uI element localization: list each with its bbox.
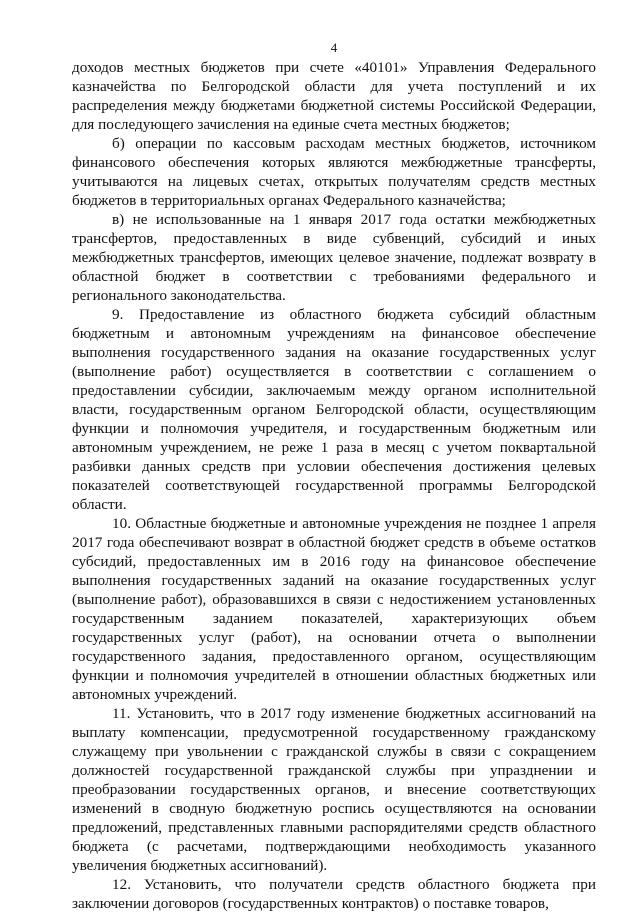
paragraph: 9. Предоставление из областного бюджета субсидий областным бюджетным и автономным учреждениям на финансовое обеспечение выполнения государственного задания на оказание государственных услуг (выполнение работ) осуществляется в соответствии с соглашением о предоставлении субсидии, заключаемым между органом исполнительной власти, государственным органом Белгородской области, осуществляющим функции и полномочия учредителя, и государственным бюджетным или автономным учреждением, не реже 1 раза в месяц с учетом поквартальной разбивки данных средств при условии обеспечения достижения целевых показателей соответствующей государственной программы Белгородской области. (72, 306, 596, 513)
page-number: 4 (330, 40, 338, 55)
document-body (72, 58, 596, 913)
paragraph: 12. Установить, что получатели средств областного бюджета при заключении договоров (государственных контрактов) о поставке товаров, (72, 876, 596, 912)
paragraph: б) операции по кассовым расходам местных бюджетов, источником финансового обеспечения которых являются межбюджетные трансферты, учитываются на лицевых счетах, открытых получателям средств местных бюджетов в территориальных органах Федерального казначейства; (72, 135, 596, 209)
paragraph: 11. Установить, что в 2017 году изменение бюджетных ассигнований на выплату компенсации, предусмотренной государственному гражданскому служащему при увольнении с гражданской службы в связи с сокращением должностей государственной гражданской службы при упразднении и преобразовании государственных органов, и внесение соответствующих изменений в сводную бюджетную роспись осуществляются на основании предложений, представленных главными распорядителями средств областного бюджета (с расчетами, подтверждающими необходимость указанного увеличения бюджетных ассигнований). (72, 705, 596, 874)
paragraph: в) не использованные на 1 января 2017 года остатки межбюджетных трансфертов, предоставленных в виде субвенций, субсидий и иных межбюджетных трансфертов, имеющих целевое значение, подлежат возврату в областной бюджет в соответствии с требованиями федерального и регионального законодательства. (72, 211, 596, 304)
paragraph: 10. Областные бюджетные и автономные учреждения не позднее 1 апреля 2017 года обеспечивают возврат в областной бюджет средств в объеме остатков субсидий, предоставленных им в 2016 году на финансовое обеспечение выполнения государственных заданий на оказание государственных услуг (выполнение работ), образовавшихся в связи с недостижением установленных государственным заданием показателей, характеризующих объем государственных услуг (работ), на основании отчета о выполнении государственного задания, предоставленного органом, осуществляющим функции и полномочия учредителей в отношении областных бюджетных или автономных учреждений. (72, 515, 596, 703)
paragraph: доходов местных бюджетов при счете «40101» Управления Федерального казначейства по Белгородской области для учета поступлений и их распределения между бюджетами бюджетной системы Российской Федерации, для последующего зачисления на единые счета местных бюджетов; (72, 59, 596, 133)
